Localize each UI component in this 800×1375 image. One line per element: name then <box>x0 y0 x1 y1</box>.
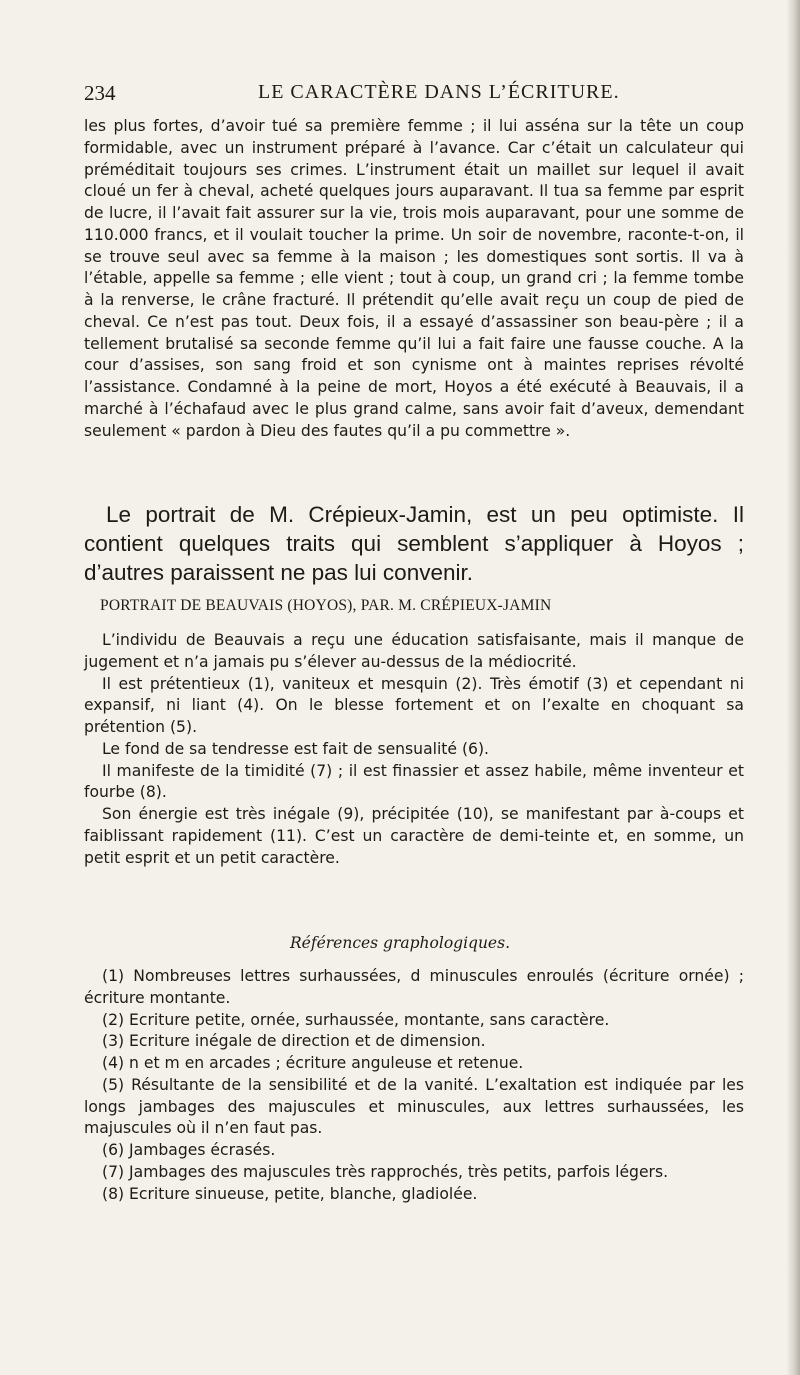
running-title: LE CARACTÈRE DANS L’ÉCRITURE. <box>258 81 620 103</box>
reference-item: (4) n et m en arcades ; écriture anguleuse et retenue. <box>102 1054 524 1072</box>
intro-block <box>84 500 744 587</box>
body-paragraph: les plus fortes, d’avoir tué sa première femme ; il lui asséna sur la tête un coup formidable, avec un instrument préparé à l’avance. Car c’était un calculateur qui préméditait toujours ses crimes. L’instrument était un maillet sur lequel il avait cloué un fer à cheval, acheté quelques jours auparavant. Il tua sa femme par esprit de lucre, il l’avait fait assurer sur la vie, trois mois auparavant, pour une somme de 110.000 francs, et il voulait toucher la prime. Un soir de novembre, raconte-t-on, il se trouve seul avec sa femme à la maison ; les domestiques sont sortis. Il va à l’étable, appelle sa femme ; elle vient ; tout à coup, un grand cri ; la femme tombe à la renverse, le crâne fracturé. Il prétendit qu’elle avait reçu un coup de pied de cheval. Ce n’est pas tout. Deux fois, il a essayé d’assassiner son beau-père ; il a tellement brutalisé sa seconde femme qu’il lui a fait faire une fausse couche. A la cour d’assises, son sang froid et son cynisme ont à maintes reprises révolté l’assistance. Condamné à la peine de mort, Hoyos a été exécuté à Beauvais, il a marché à l’échafaud avec le plus grand calme, sans avoir fait d’aveux, demendant seulement « pardon à Dieu des fautes qu’il a pu commettre ». <box>84 117 744 440</box>
references-list <box>84 966 744 1205</box>
page-edge-shadow <box>786 0 800 1375</box>
references-title: Références graphologiques. <box>290 934 510 952</box>
portrait-text <box>84 630 744 869</box>
portrait-paragraph: L’individu de Beauvais a reçu une éducation satisfaisante, mais il manque de jugement et n’a jamais pu s’élever au-dessus de la médiocrité. <box>84 631 744 671</box>
section-heading: PORTRAIT DE BEAUVAIS (HOYOS), PAR. M. CRÉPIEUX-JAMIN <box>100 597 552 614</box>
portrait-paragraph: Le fond de sa tendresse est fait de sensualité (6). <box>102 739 489 758</box>
intro-paragraph: Le portrait de M. Crépieux-Jamin, est un peu optimiste. Il contient quelques traits qui semblent s’appliquer à Hoyos ; d’autres paraissent ne pas lui convenir. <box>84 502 744 585</box>
reference-item: (3) Ecriture inégale de direction et de dimension. <box>102 1032 486 1051</box>
body-text <box>84 116 744 442</box>
page-header <box>84 79 744 109</box>
reference-item: (7) Jambages des majuscules très rapprochés, très petits, parfois légers. <box>102 1162 669 1181</box>
portrait-paragraph: Il manifeste de la timidité (7) ; il est finassier et assez habile, même inventeur et fourbe (8). <box>84 761 744 802</box>
reference-item: (2) Ecriture petite, ornée, surhaussée, montante, sans caractère. <box>102 1010 610 1029</box>
reference-item: (6) Jambages écrasés. <box>102 1141 276 1159</box>
page-number: 234 <box>84 81 116 105</box>
reference-item: (8) Ecriture sinueuse, petite, blanche, gladiolée. <box>102 1184 478 1203</box>
portrait-paragraph: Il est prétentieux (1), vaniteux et mesquin (2). Très émotif (3) et cependant ni expansif, ni liant (4). On le blesse fortement et on l’exalte en choquant sa prétention (5). <box>84 674 744 736</box>
reference-item: (1) Nombreuses lettres surhaussées, d minuscules enroulés (écriture ornée) ; écriture montante. <box>84 967 744 1007</box>
portrait-paragraph: Son énergie est très inégale (9), précipitée (10), se manifestant par à-coups et faiblissant rapidement (11). C’est un caractère de demi-teinte et, en somme, un petit esprit et un petit caractère. <box>84 805 744 867</box>
reference-item: (5) Résultante de la sensibilité et de la vanité. L’exaltation est indiquée par les longs jambages des majuscules et minuscules, aux lettres surhaussées, les majuscules où il n’en faut pas. <box>84 1075 744 1138</box>
